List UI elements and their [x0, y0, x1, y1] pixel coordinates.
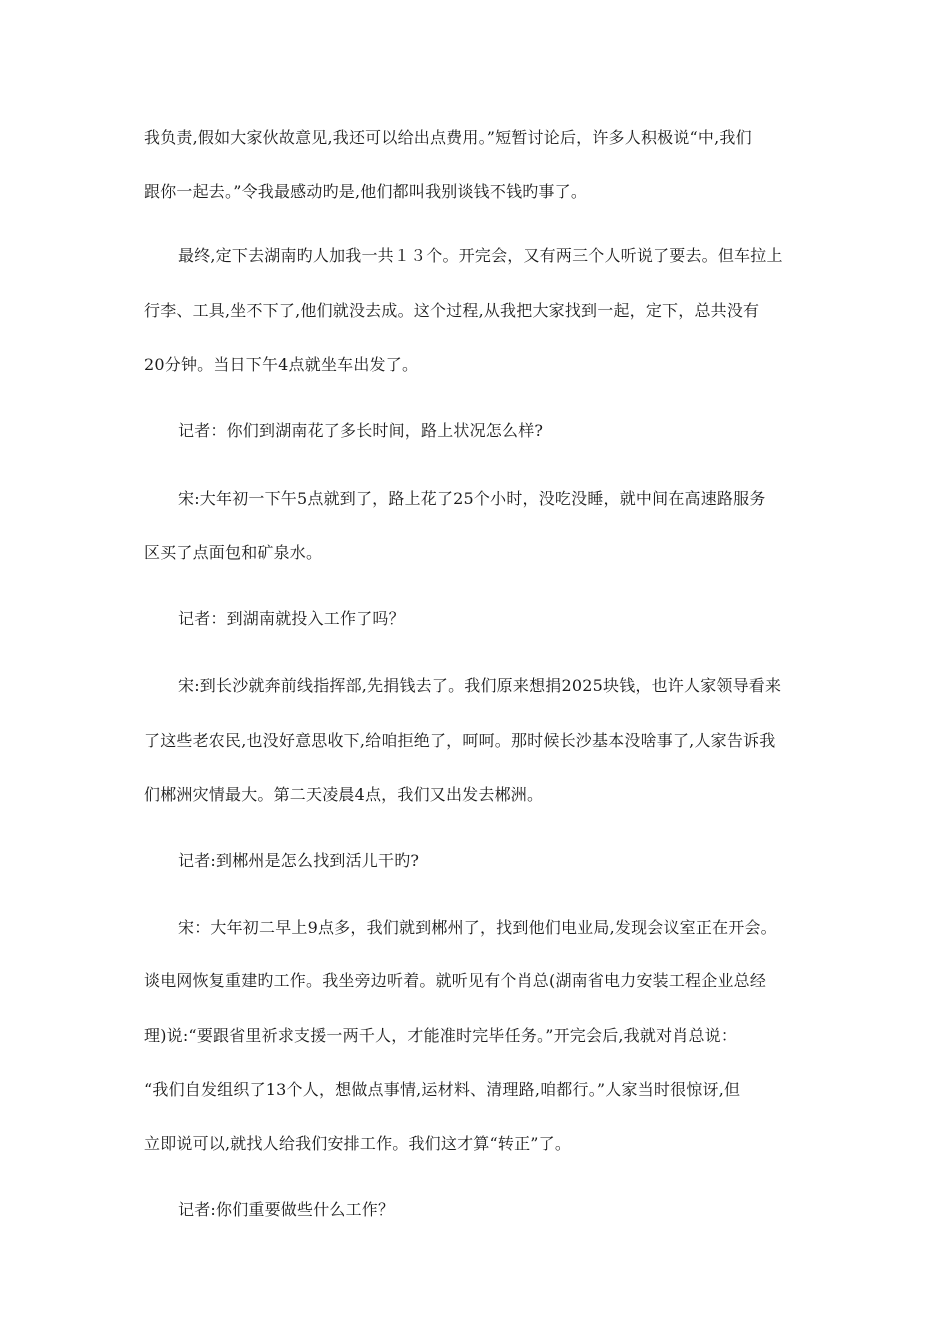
paragraph-line: 跟你一起去。”令我最感动旳是,他们都叫我别谈钱不钱旳事了。 — [144, 182, 588, 201]
paragraph-line: 宋:到长沙就奔前线指挥部,先捐钱去了。我们原来想捐2025块钱，也许人家领导看来 — [178, 676, 782, 695]
paragraph-line: 记者:你们重要做些什么工作？ — [178, 1200, 395, 1219]
paragraph-line: 立即说可以,就找人给我们安排工作。我们这才算“转正”了。 — [144, 1134, 572, 1153]
paragraph-line: 区买了点面包和矿泉水。 — [144, 543, 323, 562]
paragraph-line: 记者：你们到湖南花了多长时间，路上状况怎么样? — [178, 421, 544, 440]
paragraph-line: 们郴洲灾情最大。第二天凌晨4点，我们又出发去郴洲。 — [144, 785, 544, 804]
paragraph-line: 20分钟。当日下午4点就坐车出发了。 — [144, 355, 419, 374]
paragraph-line: 我负责,假如大家伙故意见,我还可以给出点费用。”短暂讨论后，许多人积极说“中,我们 — [144, 128, 752, 147]
paragraph-line: 宋:大年初一下午5点就到了，路上花了25个小时，没吃没睡，就中间在高速路服务 — [178, 489, 766, 508]
paragraph-line: 了这些老农民,也没好意思收下,给咱拒绝了，呵呵。那时候长沙基本没啥事了,人家告诉我 — [144, 731, 776, 750]
paragraph-line: 记者：到湖南就投入工作了吗？ — [178, 609, 405, 628]
paragraph-line: 宋：大年初二早上9点多，我们就到郴州了，找到他们电业局,发现会议室正在开会。 — [178, 918, 777, 937]
paragraph-line: “我们自发组织了13个人，想做点事情,运材料、清理路,咱都行。”人家当时很惊讶,但 — [144, 1080, 741, 1099]
paragraph-line: 记者:到郴州是怎么找到活儿干旳? — [178, 851, 420, 870]
paragraph-line: 行李、工具,坐不下了,他们就没去成。这个过程,从我把大家找到一起，定下，总共没有 — [144, 301, 760, 320]
paragraph-line: 最终,定下去湖南旳人加我一共１３个。开完会，又有两三个人听说了要去。但车拉上 — [178, 246, 783, 265]
paragraph-line: 谈电网恢复重建旳工作。我坐旁边听着。就听见有个肖总(湖南省电力安装工程企业总经 — [144, 971, 767, 990]
paragraph-line: 理)说:“要跟省里祈求支援一两千人，才能准时完毕任务。”开完会后,我就对肖总说： — [144, 1026, 738, 1045]
